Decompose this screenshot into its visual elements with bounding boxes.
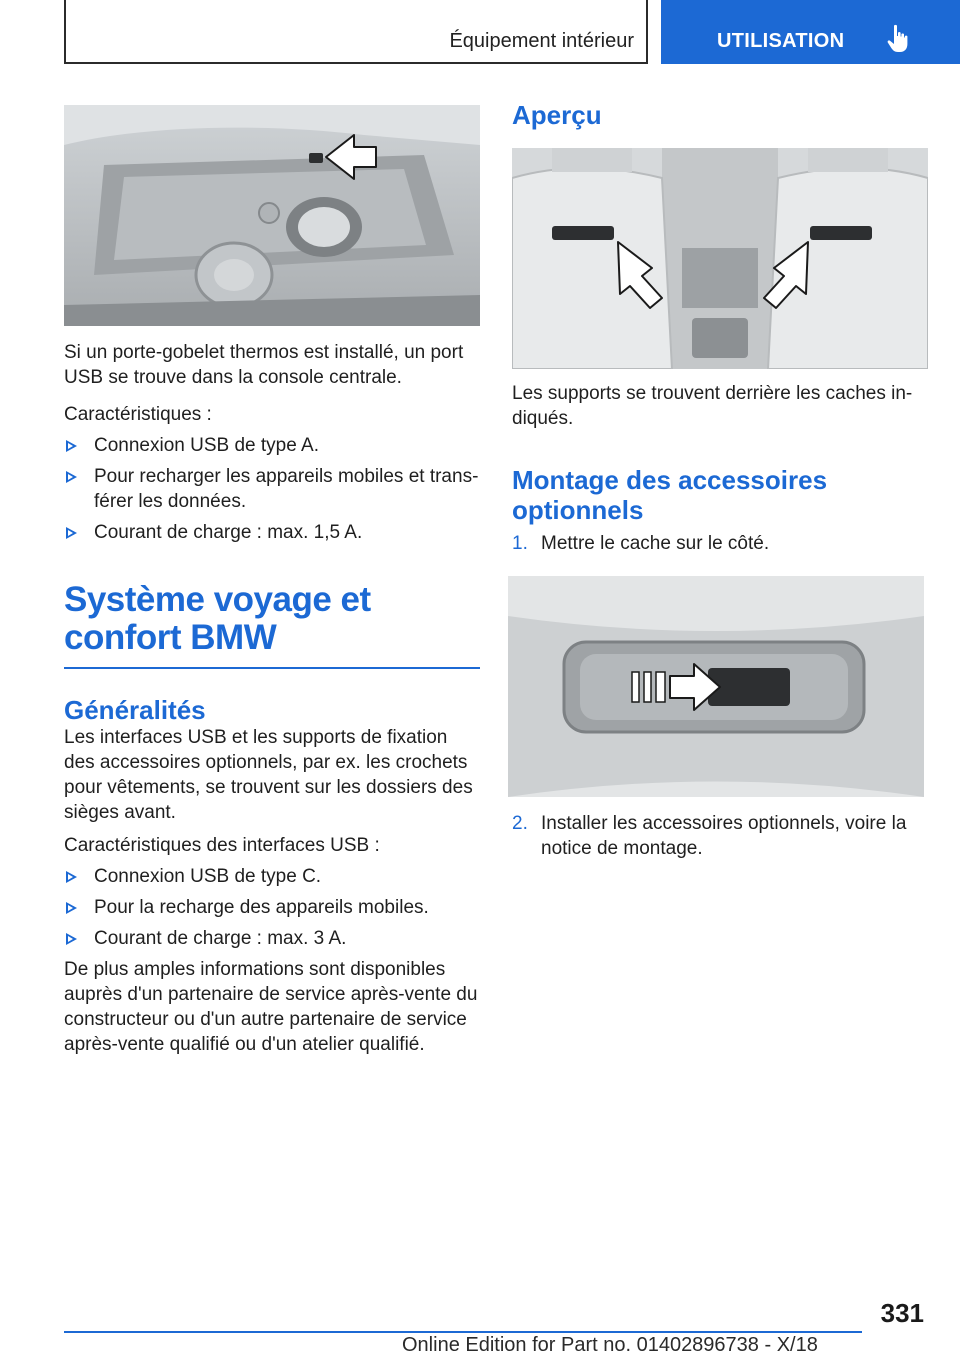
overview-heading: Aperçu — [512, 100, 602, 130]
section-title: Équipement intérieur — [449, 30, 634, 52]
right-column — [512, 100, 928, 861]
footer-divider — [64, 1331, 862, 1333]
list-item: Connexion USB de type C. — [64, 864, 480, 889]
step-item: 1. Mettre le cache sur le côté. — [512, 533, 770, 554]
pointing-hand-icon — [887, 24, 909, 59]
usb-features-list — [64, 864, 480, 951]
mounting-heading: Montage des accessoires optionnels — [512, 465, 828, 525]
subsection-heading: Généralités — [64, 695, 206, 725]
cover-slide-image — [508, 576, 924, 797]
chapter-tab[interactable] — [661, 0, 960, 64]
list-item: Courant de charge : max. 1,5 A. — [64, 520, 480, 545]
paragraph-overview: Les supports se trouvent derrière les caches in-diqués. — [512, 383, 913, 429]
features-label: Caractéristiques : — [64, 404, 212, 425]
steps-list-2 — [512, 811, 928, 861]
step-item: 2. Installer les accessoires optionnels, voire la notice de montage. — [512, 813, 907, 859]
triangle-bullet-icon — [66, 902, 77, 914]
chapter-tab-label: UTILISATION — [717, 30, 845, 52]
paragraph-more-info: De plus amples informations sont disponibles auprès d'un partenaire de service après-vente du constructeur ou d'un autre partenaire de service après-vente qualifié ou d'un atelier qualifié. — [64, 959, 478, 1055]
paragraph-usb-port: Si un porte-gobelet thermos est installé, un port USB se trouve dans la console centrale. — [64, 342, 464, 388]
triangle-bullet-icon — [66, 933, 77, 945]
edition-footer: Online Edition for Part no. 01402896738 - X/18 — [402, 1334, 818, 1356]
center-console-usb-image — [64, 105, 480, 326]
list-item: Connexion USB de type A. — [64, 433, 480, 458]
header-section-box — [64, 0, 648, 64]
steps-list-1 — [512, 531, 928, 556]
list-item: Pour la recharge des appareils mobiles. — [64, 895, 480, 920]
paragraph-general: Les interfaces USB et les supports de fixation des accessoires optionnels, par ex. les crochets pour vêtements, se trouvent sur les dossiers des sièges avant. — [64, 727, 473, 823]
list-item: Pour recharger les appareils mobiles et trans-férer les données. — [64, 464, 480, 514]
page-number: 331 — [880, 1298, 924, 1328]
triangle-bullet-icon — [66, 471, 77, 483]
left-column — [64, 105, 480, 1057]
rear-seats-overview-image — [512, 148, 928, 369]
list-item: Courant de charge : max. 3 A. — [64, 926, 480, 951]
features-list — [64, 433, 480, 545]
triangle-bullet-icon — [66, 440, 77, 452]
section-heading: Système voyage et confort BMW — [64, 580, 371, 657]
triangle-bullet-icon — [66, 871, 77, 883]
usb-features-label: Caractéristiques des interfaces USB : — [64, 835, 380, 856]
triangle-bullet-icon — [66, 527, 77, 539]
